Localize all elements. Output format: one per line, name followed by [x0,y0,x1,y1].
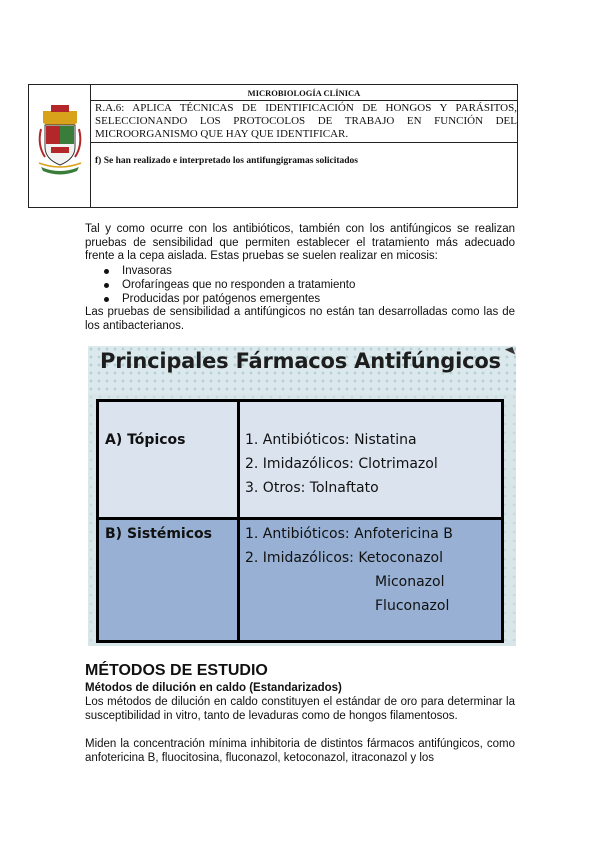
section-title: MÉTODOS DE ESTUDIO [85,662,268,679]
sensitivity-paragraph: Las pruebas de sensibilidad a antifúngicos no están tan desarrolladas como las de los antibacterianos. [85,306,515,332]
list-item-text: Invasoras [122,265,172,277]
header-table [28,84,518,208]
methods-paragraph-1: Los métodos de dilución en caldo constituyen el estándar de oro para determinar la susceptibilidad in vitro, tanto de levaduras como de hongos filamentosos. [85,696,515,722]
section-subtitle: Métodos de dilución en caldo (Estandarizados) [85,682,342,694]
systemic-item: Fluconazol [375,598,450,614]
methods-paragraph-2: Miden la concentración mínima inhibitoria de distintos fármacos antifúngicos, como anfotericina B, fluocitosina, fluconazol, ketoconazol, itraconazol y los [85,738,515,764]
topical-row [99,402,501,520]
bullet-icon [104,297,109,302]
mycosis-list [100,264,355,306]
intro-paragraph: Tal y como ocurre con los antibióticos, también con los antifúngicos se realizan pruebas de sensibilidad que permiten establecer el tratamiento más adecuado frente a la cepa aislada. Estas pruebas se suelen realizar en micosis: [85,223,515,262]
column-divider [237,402,240,640]
list-item [100,278,355,292]
systemic-item: 1. Antibióticos: Anfotericina B [245,526,453,542]
list-item [100,292,355,306]
evaluation-criterion: f) Se han realizado e interpretado los antifungigramas solicitados [95,156,359,166]
list-item-text: Orofaríngeas que no responden a tratamiento [122,279,356,291]
systemic-item: 2. Imidazólicos: Ketoconazol [245,550,444,566]
topical-item: 3. Otros: Tolnaftato [245,480,379,496]
divider [91,142,517,143]
learning-outcome-line-2: SELECCIONANDO LOS PROTOCOLOS DE TRABAJO EN FUNCIÓN DEL [95,115,517,127]
topical-item: 1. Antibióticos: Nistatina [245,432,417,448]
topical-label: A) Tópicos [105,432,186,448]
bullet-icon [104,269,109,274]
figure-title: Principales Fármacos Antifúngicos [100,349,501,373]
topical-item: 2. Imidazólicos: Clotrimazol [245,456,438,472]
bullet-icon [104,283,109,288]
list-item [100,264,355,278]
subject-title: MICROBIOLOGÍA CLÍNICA [91,85,517,101]
learning-outcome [95,102,517,141]
systemic-label: B) Sistémicos [105,526,212,542]
antifungal-drugs-figure [88,346,516,646]
learning-outcome-line-1: R.A.6: APLICA TÉCNICAS DE IDENTIFICACIÓN DE HONGOS Y PARÁSITOS, [95,102,517,114]
learning-outcome-line-3: MICROORGANISMO QUE HAY QUE IDENTIFICAR. [95,128,349,140]
systemic-row [99,520,501,640]
drugs-table [96,399,504,643]
list-item-text: Producidas por patógenos emergentes [122,293,321,305]
systemic-item: Miconazol [375,574,445,590]
logo-cell [29,85,91,207]
school-crest-logo [29,85,91,207]
